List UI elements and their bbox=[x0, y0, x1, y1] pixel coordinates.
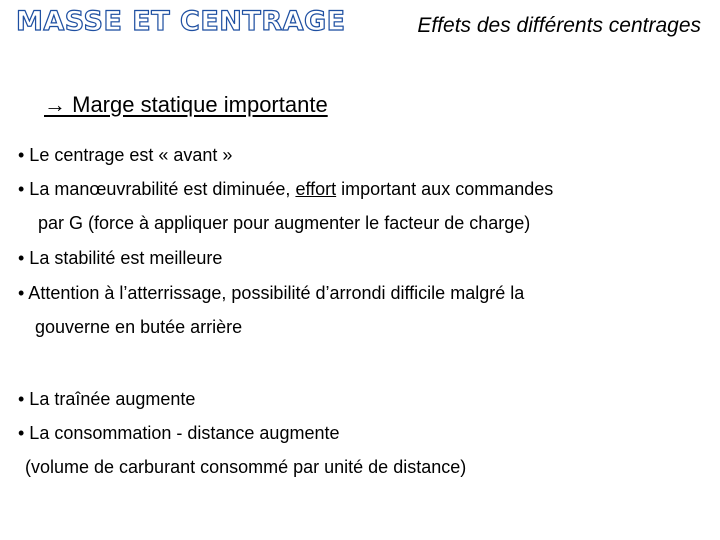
consommation-note: (volume de carburant consommé par unité de distance) bbox=[25, 457, 467, 477]
slide-brand-title: MASSE ET CENTRAGE bbox=[16, 6, 346, 37]
bullet-atterrissage: • Attention à l’atterrissage, possibilité d’arrondi difficile malgré la bbox=[18, 283, 525, 303]
bullet-manoeuvrabilite-suffix: important aux commandes bbox=[336, 179, 554, 199]
bullet-stabilite: • La stabilité est meilleure bbox=[18, 248, 223, 268]
bullet-atterrissage-continuation: gouverne en butée arrière bbox=[35, 317, 243, 337]
underlined-effort: effort bbox=[295, 179, 337, 199]
bullet-manoeuvrabilite-continuation: par G (force à appliquer pour augmenter le facteur de charge) bbox=[38, 213, 531, 233]
bullet-trainee: • La traînée augmente bbox=[18, 389, 196, 409]
bullet-centrage-avant: • Le centrage est « avant » bbox=[18, 145, 233, 165]
bullet-manoeuvrabilite bbox=[18, 179, 553, 200]
section-heading: → Marge statique importante bbox=[44, 92, 328, 117]
slide-subtitle: Effets des différents centrages bbox=[417, 14, 701, 37]
bullet-consommation: • La consommation - distance augmente bbox=[18, 423, 340, 443]
bullet-manoeuvrabilite-prefix: • La manœuvrabilité est diminuée, bbox=[18, 179, 296, 199]
